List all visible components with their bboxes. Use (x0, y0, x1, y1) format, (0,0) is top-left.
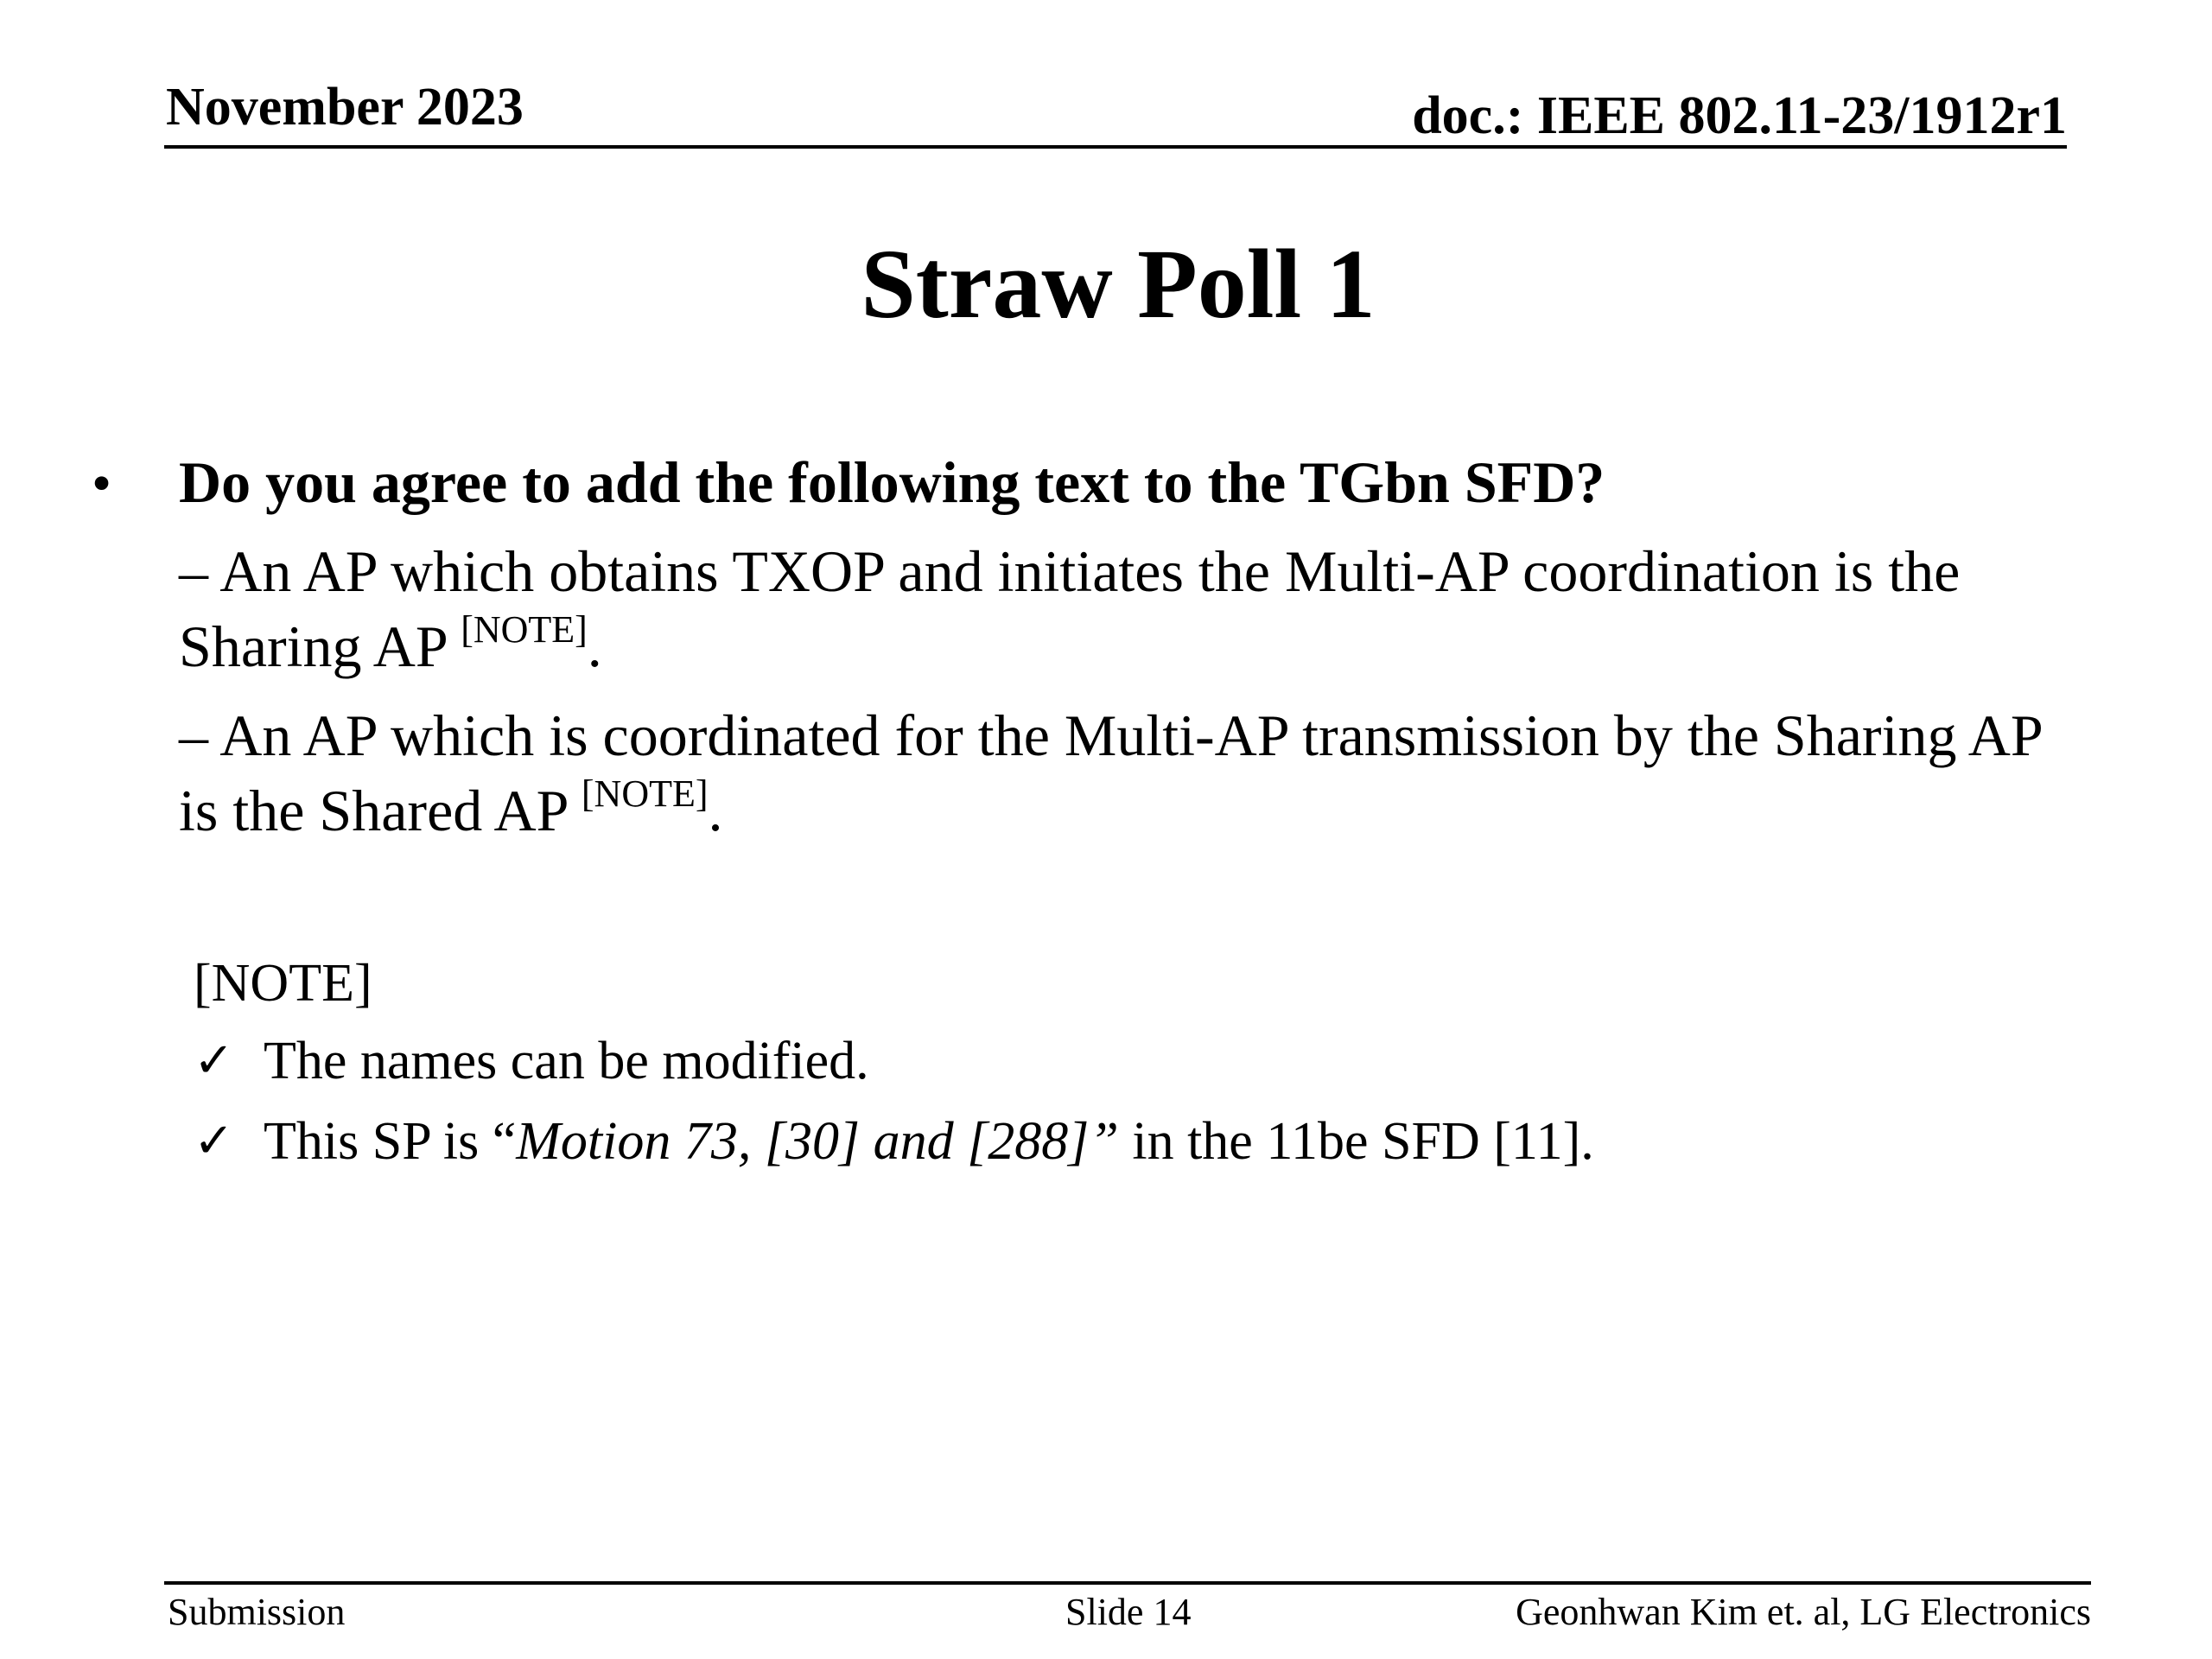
definition-end: . (587, 613, 602, 679)
header-doc-id: doc.: IEEE 802.11-23/1912r1 (1412, 86, 2067, 145)
note-item-names: The names can be modified. (264, 1032, 869, 1090)
note-heading: [NOTE] (194, 954, 372, 1013)
footer-author: Geonhwan Kim et. al, LG Electronics (1516, 1591, 2091, 1633)
note-item-motion-suffix: in the 11be SFD [11]. (1118, 1112, 1594, 1171)
note-reference: [NOTE] (461, 608, 588, 651)
definition-sharing-ap (179, 534, 2088, 684)
note-item-motion (264, 1109, 1594, 1174)
header-divider (164, 145, 2067, 149)
definition-text: – An AP which is coordinated for the Multi-AP transmission by the Sharing AP is the Shared AP (179, 702, 2042, 843)
slide-title: Straw Poll 1 (861, 229, 1376, 339)
definition-text: – An AP which obtains TXOP and initiates the Multi-AP coordination is the Sharing AP (179, 538, 1961, 679)
checkmark-icon: ✓ (194, 1115, 234, 1168)
note-item-motion-reference: Motion 73, [30] and [288]” (516, 1112, 1119, 1171)
bullet-icon: • (92, 452, 112, 515)
footer-slide-number: Slide 14 (1065, 1591, 1192, 1633)
header-date: November 2023 (166, 78, 524, 137)
definition-shared-ap (179, 698, 2088, 849)
footer-submission: Submission (168, 1591, 346, 1633)
note-item-motion-prefix: This SP is “ (264, 1112, 517, 1171)
checkmark-icon: ✓ (194, 1034, 234, 1088)
definition-end: . (708, 778, 723, 843)
note-reference: [NOTE] (581, 772, 709, 815)
footer-divider (164, 1581, 2091, 1585)
poll-question: Do you agree to add the following text to the TGbn SFD? (179, 449, 1605, 515)
